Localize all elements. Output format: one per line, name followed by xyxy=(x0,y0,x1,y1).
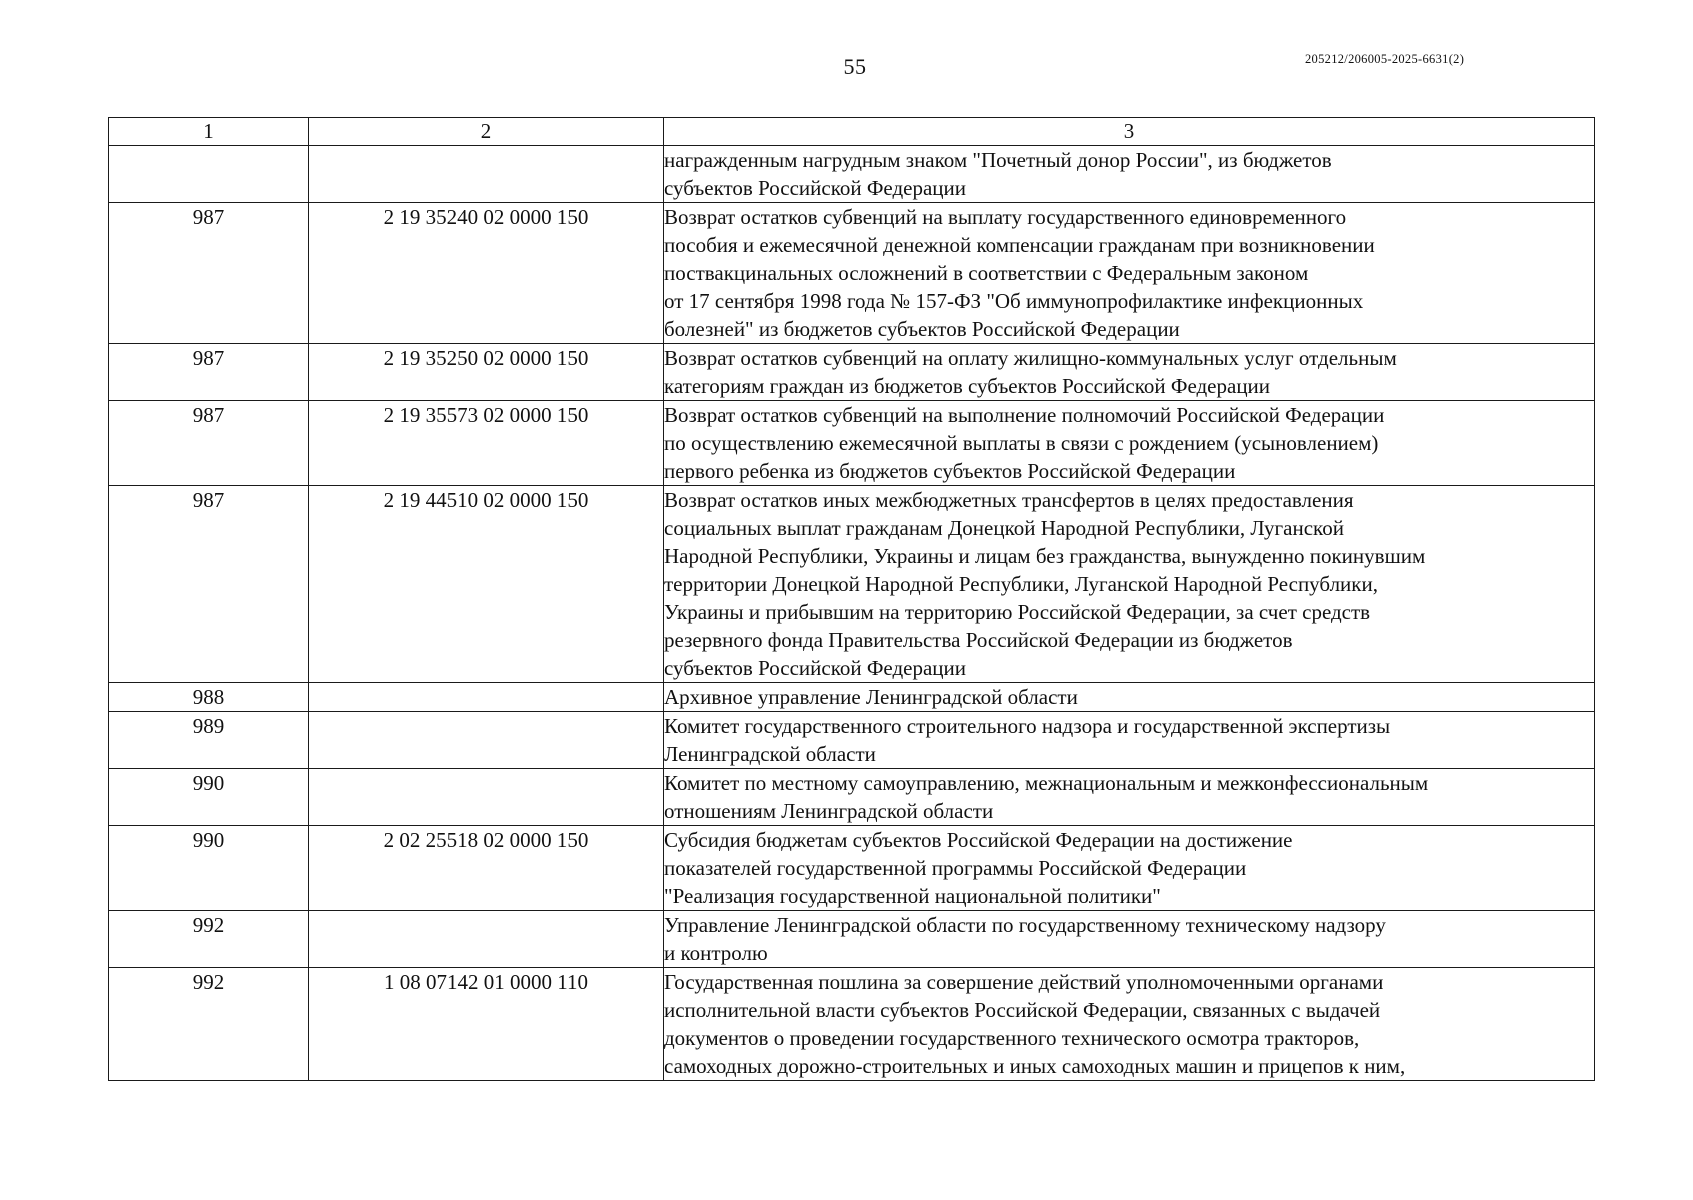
budget-codes-table xyxy=(108,117,1595,1081)
table-header-row xyxy=(109,118,1595,146)
description-line: социальных выплат гражданам Донецкой Народной Республики, Луганской xyxy=(664,516,1344,540)
description-line: самоходных дорожно-строительных и иных самоходных машин и прицепов к ним, xyxy=(664,1054,1406,1078)
row-number-cell: 988 xyxy=(109,683,309,712)
description-line: Комитет по местному самоуправлению, межнациональным и межконфессиональным xyxy=(664,771,1429,795)
budget-code-cell xyxy=(309,911,664,968)
description-line: отношениям Ленинградской области xyxy=(664,799,994,823)
description-cell xyxy=(664,911,1595,968)
table-row xyxy=(109,911,1595,968)
description-line: резервного фонда Правительства Российской Федерации из бюджетов xyxy=(664,628,1293,652)
row-number-cell: 987 xyxy=(109,486,309,683)
description-cell xyxy=(664,203,1595,344)
description-cell xyxy=(664,401,1595,486)
budget-code-cell xyxy=(309,683,664,712)
table-body xyxy=(109,146,1595,1081)
description-line: Народной Республики, Украины и лицам без гражданства, вынужденно покинувшим xyxy=(664,544,1426,568)
row-number-cell: 992 xyxy=(109,911,309,968)
row-number-cell: 992 xyxy=(109,968,309,1081)
description-line: субъектов Российской Федерации xyxy=(664,656,967,680)
description-line: Управление Ленинградской области по государственному техническому надзору xyxy=(664,913,1386,937)
description-line: субъектов Российской Федерации xyxy=(664,176,967,200)
description-cell xyxy=(664,826,1595,911)
description-cell xyxy=(664,344,1595,401)
budget-code-cell: 2 02 25518 02 0000 150 xyxy=(309,826,664,911)
description-line: Возврат остатков иных межбюджетных трансфертов в целях предоставления xyxy=(664,488,1354,512)
table-row xyxy=(109,826,1595,911)
description-line: по осуществлению ежемесячной выплаты в связи с рождением (усыновлением) xyxy=(664,431,1379,455)
description-line: Субсидия бюджетам субъектов Российской Федерации на достижение xyxy=(664,828,1293,852)
row-number-cell: 989 xyxy=(109,712,309,769)
budget-code-cell xyxy=(309,712,664,769)
description-line: категориям граждан из бюджетов субъектов Российской Федерации xyxy=(664,374,1271,398)
description-line: Ленинградской области xyxy=(664,742,876,766)
table-row xyxy=(109,146,1595,203)
budget-code-cell: 2 19 35240 02 0000 150 xyxy=(309,203,664,344)
row-number-cell: 987 xyxy=(109,401,309,486)
description-line: территории Донецкой Народной Республики, Луганской Народной Республики, xyxy=(664,572,1378,596)
row-number-cell: 990 xyxy=(109,826,309,911)
column-header-1: 1 xyxy=(109,118,309,146)
table-row xyxy=(109,486,1595,683)
description-line: Украины и прибывшим на территорию Российской Федерации, за счет средств xyxy=(664,600,1371,624)
table-row xyxy=(109,401,1595,486)
page-number: 55 xyxy=(843,54,867,79)
budget-code-cell: 1 08 07142 01 0000 110 xyxy=(309,968,664,1081)
budget-code-cell xyxy=(309,769,664,826)
description-line: Возврат остатков субвенций на оплату жилищно-коммунальных услуг отдельным xyxy=(664,346,1397,370)
table-row xyxy=(109,968,1595,1081)
description-line: первого ребенка из бюджетов субъектов Российской Федерации xyxy=(664,459,1236,483)
description-line: награжденным нагрудным знаком "Почетный донор России", из бюджетов xyxy=(664,148,1332,172)
description-cell xyxy=(664,146,1595,203)
description-line: Возврат остатков субвенций на выполнение полномочий Российской Федерации xyxy=(664,403,1385,427)
budget-code-cell xyxy=(309,146,664,203)
column-header-2: 2 xyxy=(309,118,664,146)
column-header-3: 3 xyxy=(664,118,1595,146)
description-line: Архивное управление Ленинградской области xyxy=(664,685,1078,709)
description-cell xyxy=(664,968,1595,1081)
description-cell xyxy=(664,769,1595,826)
description-line: болезней" из бюджетов субъектов Российской Федерации xyxy=(664,317,1180,341)
description-line: Государственная пошлина за совершение действий уполномоченными органами xyxy=(664,970,1384,994)
table-row xyxy=(109,769,1595,826)
row-number-cell: 990 xyxy=(109,769,309,826)
table-row xyxy=(109,683,1595,712)
description-cell xyxy=(664,683,1595,712)
budget-code-cell: 2 19 44510 02 0000 150 xyxy=(309,486,664,683)
description-line: поствакцинальных осложнений в соответствии с Федеральным законом xyxy=(664,261,1309,285)
row-number-cell: 987 xyxy=(109,203,309,344)
table-row xyxy=(109,344,1595,401)
table-row xyxy=(109,203,1595,344)
description-cell xyxy=(664,712,1595,769)
description-line: документов о проведении государственного технического осмотра тракторов, xyxy=(664,1026,1360,1050)
table-row xyxy=(109,712,1595,769)
row-number-cell xyxy=(109,146,309,203)
row-number-cell: 987 xyxy=(109,344,309,401)
budget-code-cell: 2 19 35573 02 0000 150 xyxy=(309,401,664,486)
description-line: и контролю xyxy=(664,941,768,965)
description-line: "Реализация государственной национальной политики" xyxy=(664,884,1161,908)
description-cell xyxy=(664,486,1595,683)
description-line: от 17 сентября 1998 года № 157-ФЗ "Об иммунопрофилактике инфекционных xyxy=(664,289,1364,313)
document-reference: 205212/206005-2025-6631(2) xyxy=(1305,52,1465,66)
description-line: Комитет государственного строительного надзора и государственной экспертизы xyxy=(664,714,1391,738)
description-line: пособия и ежемесячной денежной компенсации гражданам при возникновении xyxy=(664,233,1375,257)
description-line: показателей государственной программы Российской Федерации xyxy=(664,856,1247,880)
description-line: исполнительной власти субъектов Российской Федерации, связанных с выдачей xyxy=(664,998,1381,1022)
budget-code-cell: 2 19 35250 02 0000 150 xyxy=(309,344,664,401)
description-line: Возврат остатков субвенций на выплату государственного единовременного xyxy=(664,205,1347,229)
